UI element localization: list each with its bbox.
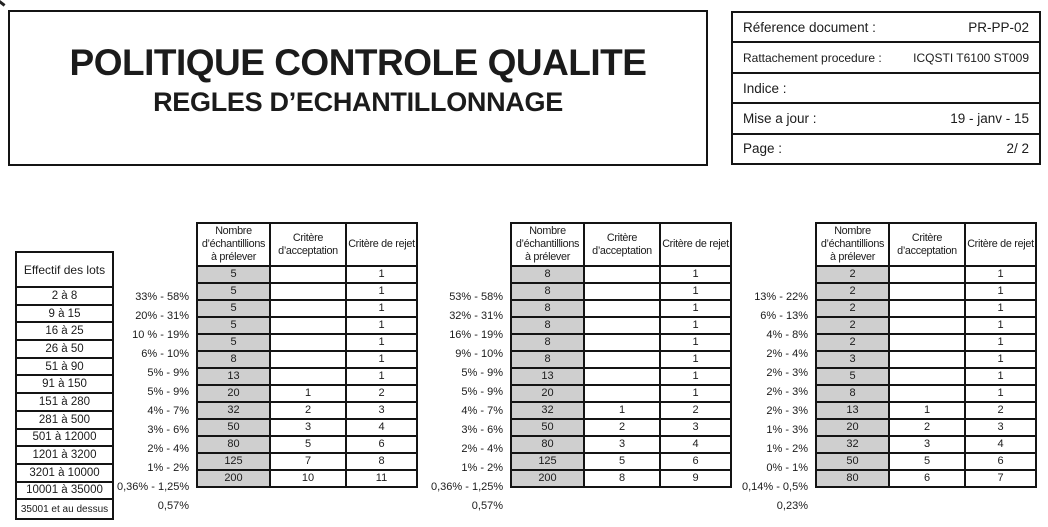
lot-range-cell: 10001 à 35000 xyxy=(17,483,112,501)
info-value: PR-PP-02 xyxy=(968,19,1029,35)
info-label: Rattachement procedure : xyxy=(743,50,882,65)
lot-range-cell: 9 à 15 xyxy=(17,306,112,324)
lot-range-cell: 3201 à 10000 xyxy=(17,465,112,483)
sample-count-cell: 5 xyxy=(197,266,270,283)
percent-range-label: 0,36% - 1,25% xyxy=(117,481,190,493)
percent-column xyxy=(117,288,189,516)
info-value: ICQSTI T6100 ST009 xyxy=(913,50,1029,65)
rejection-cell: 2 xyxy=(346,385,417,402)
sample-count-cell: 125 xyxy=(511,453,584,470)
sampling-row xyxy=(816,266,1036,283)
sampling-row xyxy=(816,436,1036,453)
sampling-row xyxy=(816,351,1036,368)
acceptance-cell: 5 xyxy=(270,436,346,453)
info-row-mise-a-jour xyxy=(733,104,1039,134)
sampling-row xyxy=(511,317,731,334)
sampling-row xyxy=(511,334,731,351)
sampling-row xyxy=(511,453,731,470)
percent-range-label: 2% - 4% xyxy=(461,443,503,455)
percent-range-label: 5% - 9% xyxy=(147,367,189,379)
rejection-cell: 1 xyxy=(346,334,417,351)
percent-range-label: 10 % - 19% xyxy=(132,329,189,341)
sampling-row xyxy=(197,470,417,487)
rejection-cell: 1 xyxy=(346,368,417,385)
percent-range-label: 2% - 3% xyxy=(766,386,808,398)
sample-count-cell: 13 xyxy=(816,402,889,419)
acceptance-cell xyxy=(889,368,965,385)
sampling-row xyxy=(197,283,417,300)
lot-range-cell: 1201 à 3200 xyxy=(17,447,112,465)
sample-count-cell: 5 xyxy=(197,283,270,300)
acceptance-cell xyxy=(889,385,965,402)
sample-count-cell: 13 xyxy=(197,368,270,385)
lots-table-header: Effectif des lots xyxy=(17,253,112,288)
rejection-cell: 2 xyxy=(965,402,1036,419)
acceptance-cell: 3 xyxy=(584,436,660,453)
rejection-cell: 8 xyxy=(346,453,417,470)
rejection-cell: 3 xyxy=(346,402,417,419)
rejection-cell: 6 xyxy=(660,453,731,470)
acceptance-cell: 5 xyxy=(889,453,965,470)
info-value: 2/ 2 xyxy=(1006,141,1029,157)
acceptance-cell xyxy=(584,317,660,334)
rejection-cell: 1 xyxy=(346,266,417,283)
acceptance-cell: 7 xyxy=(270,453,346,470)
sample-count-cell: 5 xyxy=(816,368,889,385)
sample-count-cell: 32 xyxy=(197,402,270,419)
rejection-cell: 7 xyxy=(965,470,1036,487)
sampling-row xyxy=(816,385,1036,402)
sample-count-cell: 5 xyxy=(197,300,270,317)
column-header: Nombre d’échantillions à prélever xyxy=(816,223,889,266)
sample-count-cell: 8 xyxy=(511,283,584,300)
document-title: POLITIQUE CONTROLE QUALITE xyxy=(69,42,647,83)
sampling-row xyxy=(197,300,417,317)
rejection-cell: 1 xyxy=(965,368,1036,385)
acceptance-cell xyxy=(889,317,965,334)
acceptance-cell: 1 xyxy=(889,402,965,419)
percent-range-label: 32% - 31% xyxy=(449,310,503,322)
acceptance-cell xyxy=(270,334,346,351)
sample-count-cell: 2 xyxy=(816,266,889,283)
acceptance-cell xyxy=(270,351,346,368)
rejection-cell: 1 xyxy=(346,300,417,317)
sample-count-cell: 8 xyxy=(197,351,270,368)
sample-count-cell: 8 xyxy=(511,334,584,351)
sampling-row xyxy=(511,351,731,368)
sample-count-cell: 5 xyxy=(197,334,270,351)
lot-range-cell: 35001 et au dessus xyxy=(20,503,109,515)
acceptance-cell xyxy=(584,300,660,317)
acceptance-cell xyxy=(270,300,346,317)
sampling-table xyxy=(196,222,418,488)
lot-range-cell: 26 à 50 xyxy=(17,341,112,359)
rejection-cell: 1 xyxy=(346,351,417,368)
info-label: Mise a jour : xyxy=(743,110,817,126)
rejection-cell: 1 xyxy=(346,283,417,300)
column-header: Critère de rejet xyxy=(660,223,731,266)
sampling-table-header-row xyxy=(816,223,1036,266)
rejection-cell: 1 xyxy=(660,334,731,351)
sampling-row xyxy=(197,436,417,453)
sample-count-cell: 80 xyxy=(511,436,584,453)
acceptance-cell xyxy=(889,334,965,351)
sample-count-cell: 50 xyxy=(511,419,584,436)
sample-count-cell: 3 xyxy=(816,351,889,368)
lot-range-cell: 51 à 90 xyxy=(17,359,112,377)
percent-range-label: 2% - 4% xyxy=(766,348,808,360)
sample-count-cell: 50 xyxy=(816,453,889,470)
percent-range-label: 4% - 8% xyxy=(766,329,808,341)
acceptance-cell xyxy=(584,283,660,300)
rejection-cell: 6 xyxy=(965,453,1036,470)
percent-range-label: 16% - 19% xyxy=(449,329,503,341)
lot-range-cell: 501 à 12000 xyxy=(17,430,112,448)
percent-range-label: 3% - 6% xyxy=(147,424,189,436)
sampling-row xyxy=(197,402,417,419)
acceptance-cell: 8 xyxy=(584,470,660,487)
rejection-cell: 6 xyxy=(346,436,417,453)
lot-range-cell: 16 à 25 xyxy=(17,323,112,341)
rejection-cell: 1 xyxy=(660,385,731,402)
percent-range-label: 13% - 22% xyxy=(754,291,808,303)
percent-range-label: 5% - 9% xyxy=(147,386,189,398)
title-box xyxy=(8,10,708,166)
percent-range-label: 2% - 3% xyxy=(766,367,808,379)
rejection-cell: 1 xyxy=(660,368,731,385)
acceptance-cell: 1 xyxy=(584,402,660,419)
rejection-cell: 1 xyxy=(660,351,731,368)
sampling-row xyxy=(816,300,1036,317)
sample-count-cell: 8 xyxy=(511,351,584,368)
info-label: Réference document : xyxy=(743,19,876,35)
rejection-cell: 3 xyxy=(965,419,1036,436)
percent-range-label: 1% - 3% xyxy=(766,424,808,436)
rejection-cell: 1 xyxy=(660,317,731,334)
percent-column xyxy=(736,288,808,516)
sample-count-cell: 2 xyxy=(816,283,889,300)
acceptance-cell: 10 xyxy=(270,470,346,487)
percent-range-label: 1% - 2% xyxy=(461,462,503,474)
rejection-cell: 3 xyxy=(660,419,731,436)
acceptance-cell: 6 xyxy=(889,470,965,487)
sampling-row xyxy=(511,402,731,419)
lot-range-cell: 281 à 500 xyxy=(17,412,112,430)
sampling-group-2 xyxy=(431,222,743,522)
sampling-row xyxy=(511,385,731,402)
sampling-row xyxy=(816,317,1036,334)
sampling-row xyxy=(511,368,731,385)
rejection-cell: 4 xyxy=(346,419,417,436)
percent-range-label: 1% - 2% xyxy=(766,443,808,455)
sample-count-cell: 2 xyxy=(816,317,889,334)
percent-column xyxy=(431,288,503,516)
sampling-row xyxy=(511,283,731,300)
sampling-row xyxy=(197,368,417,385)
acceptance-cell: 3 xyxy=(270,419,346,436)
rejection-cell: 4 xyxy=(965,436,1036,453)
info-row-indice xyxy=(733,74,1039,104)
sampling-row xyxy=(197,317,417,334)
rejection-cell: 1 xyxy=(965,266,1036,283)
percent-range-label: 4% - 7% xyxy=(461,405,503,417)
sampling-row xyxy=(816,334,1036,351)
sample-count-cell: 8 xyxy=(511,317,584,334)
rejection-cell: 1 xyxy=(965,385,1036,402)
acceptance-cell xyxy=(889,351,965,368)
rejection-cell: 1 xyxy=(965,300,1036,317)
rejection-cell: 1 xyxy=(965,283,1036,300)
sampling-row xyxy=(197,419,417,436)
column-header: Critère d’acceptation xyxy=(270,223,346,266)
sampling-row xyxy=(511,300,731,317)
info-row-rattachement xyxy=(733,43,1039,73)
sample-count-cell: 32 xyxy=(816,436,889,453)
info-row-page xyxy=(733,135,1039,163)
sampling-row xyxy=(197,453,417,470)
sample-count-cell: 50 xyxy=(197,419,270,436)
sampling-row xyxy=(816,283,1036,300)
sampling-row xyxy=(197,385,417,402)
sampling-group-1 xyxy=(117,222,429,522)
column-header: Critère d’acceptation xyxy=(889,223,965,266)
sample-count-cell: 13 xyxy=(511,368,584,385)
lot-range-cell: 151 à 280 xyxy=(17,394,112,412)
info-label: Indice : xyxy=(743,80,787,96)
percent-range-label: 0,14% - 0,5% xyxy=(741,481,808,493)
rejection-cell: 1 xyxy=(965,317,1036,334)
sampling-table xyxy=(510,222,732,488)
info-row-reference xyxy=(733,13,1039,43)
sample-count-cell: 2 xyxy=(816,300,889,317)
acceptance-cell: 1 xyxy=(270,385,346,402)
sample-count-cell: 200 xyxy=(197,470,270,487)
percent-range-label: 0,57% xyxy=(471,500,503,512)
percent-range-label: 53% - 58% xyxy=(449,291,503,303)
info-value: 19 - janv - 15 xyxy=(950,110,1029,126)
document-subtitle: REGLES D’ECHANTILLONNAGE xyxy=(153,87,563,117)
rejection-cell: 1 xyxy=(965,334,1036,351)
acceptance-cell xyxy=(584,368,660,385)
sample-count-cell: 20 xyxy=(816,419,889,436)
sampling-row xyxy=(197,351,417,368)
sampling-row xyxy=(197,334,417,351)
acceptance-cell: 5 xyxy=(584,453,660,470)
percent-range-label: 3% - 6% xyxy=(461,424,503,436)
sample-count-cell: 125 xyxy=(197,453,270,470)
column-header: Critère de rejet xyxy=(965,223,1036,266)
rejection-cell: 4 xyxy=(660,436,731,453)
sample-count-cell: 80 xyxy=(197,436,270,453)
acceptance-cell xyxy=(889,300,965,317)
sample-count-cell: 200 xyxy=(511,470,584,487)
percent-range-label: 1% - 2% xyxy=(147,462,189,474)
percent-range-label: 6% - 10% xyxy=(141,348,189,360)
acceptance-cell: 3 xyxy=(889,436,965,453)
percent-range-label: 0,23% xyxy=(776,500,808,512)
sampling-row xyxy=(511,419,731,436)
column-header: Nombre d’échantillions à prélever xyxy=(197,223,270,266)
acceptance-cell xyxy=(584,266,660,283)
acceptance-cell xyxy=(270,283,346,300)
info-label: Page : xyxy=(743,141,783,157)
sample-count-cell: 32 xyxy=(511,402,584,419)
percent-range-label: 5% - 9% xyxy=(461,367,503,379)
document-info-table xyxy=(731,11,1041,165)
rejection-cell: 1 xyxy=(346,317,417,334)
sampling-row xyxy=(816,402,1036,419)
acceptance-cell xyxy=(889,266,965,283)
sampling-row xyxy=(511,436,731,453)
sample-count-cell: 20 xyxy=(511,385,584,402)
sampling-group-3 xyxy=(736,222,1048,522)
sampling-table xyxy=(815,222,1037,488)
scan-artifact xyxy=(0,0,6,7)
percent-range-label: 9% - 10% xyxy=(455,348,503,360)
sampling-table-header-row xyxy=(197,223,417,266)
sampling-row xyxy=(511,266,731,283)
sample-count-cell: 5 xyxy=(197,317,270,334)
sampling-row xyxy=(511,470,731,487)
lots-table xyxy=(15,251,114,520)
percent-range-label: 2% - 4% xyxy=(147,443,189,455)
acceptance-cell xyxy=(584,385,660,402)
percent-range-label: 33% - 58% xyxy=(135,291,189,303)
percent-range-label: 0,57% xyxy=(157,500,189,512)
rejection-cell: 9 xyxy=(660,470,731,487)
rejection-cell: 1 xyxy=(660,283,731,300)
acceptance-cell: 2 xyxy=(584,419,660,436)
sample-count-cell: 8 xyxy=(511,300,584,317)
rejection-cell: 1 xyxy=(660,300,731,317)
lot-range-cell: 2 à 8 xyxy=(17,288,112,306)
sample-count-cell: 8 xyxy=(511,266,584,283)
rejection-cell: 1 xyxy=(965,351,1036,368)
acceptance-cell xyxy=(270,317,346,334)
sample-count-cell: 20 xyxy=(197,385,270,402)
column-header: Critère de rejet xyxy=(346,223,417,266)
sampling-row xyxy=(816,419,1036,436)
sample-count-cell: 80 xyxy=(816,470,889,487)
rejection-cell: 1 xyxy=(660,266,731,283)
percent-range-label: 2% - 3% xyxy=(766,405,808,417)
percent-range-label: 6% - 13% xyxy=(760,310,808,322)
acceptance-cell xyxy=(889,283,965,300)
percent-range-label: 0,36% - 1,25% xyxy=(431,481,504,493)
lots-table-body xyxy=(17,288,112,518)
percent-range-label: 5% - 9% xyxy=(461,386,503,398)
acceptance-cell: 2 xyxy=(889,419,965,436)
sample-count-cell: 2 xyxy=(816,334,889,351)
column-header: Nombre d’échantillions à prélever xyxy=(511,223,584,266)
acceptance-cell xyxy=(270,266,346,283)
sample-count-cell: 8 xyxy=(816,385,889,402)
sampling-row xyxy=(816,368,1036,385)
acceptance-cell xyxy=(584,351,660,368)
lot-range-cell: 91 à 150 xyxy=(17,376,112,394)
percent-range-label: 4% - 7% xyxy=(147,405,189,417)
acceptance-cell xyxy=(584,334,660,351)
column-header: Critère d’acceptation xyxy=(584,223,660,266)
sampling-row xyxy=(816,453,1036,470)
sampling-row xyxy=(816,470,1036,487)
percent-range-label: 20% - 31% xyxy=(135,310,189,322)
percent-range-label: 0% - 1% xyxy=(766,462,808,474)
sampling-row xyxy=(197,266,417,283)
rejection-cell: 2 xyxy=(660,402,731,419)
sampling-table-header-row xyxy=(511,223,731,266)
acceptance-cell xyxy=(270,368,346,385)
acceptance-cell: 2 xyxy=(270,402,346,419)
rejection-cell: 11 xyxy=(346,470,417,487)
